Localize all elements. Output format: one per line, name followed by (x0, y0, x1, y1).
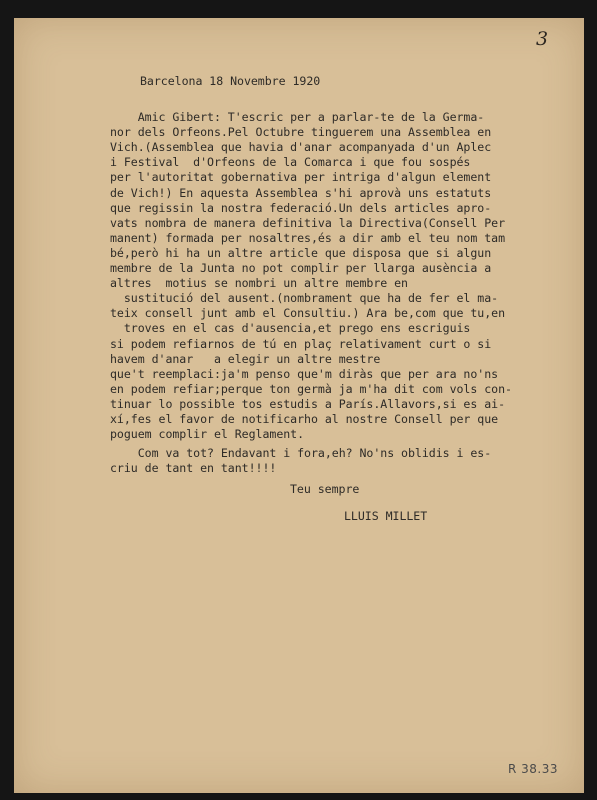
page-number: 3 (536, 28, 549, 50)
letter-closing (110, 446, 572, 476)
signature: LLUIS MILLET (344, 509, 428, 524)
body-line: havem d'anar a elegir un altre mestre (110, 351, 381, 366)
letter-text (110, 74, 572, 525)
letter-body (110, 110, 572, 442)
body-line: Amic Gibert: T'escric per a parlar-te de la Germa- (110, 110, 485, 125)
closing-line: criu de tant en tant!!!! (110, 461, 277, 476)
body-line: que't reemplaci:ja'm penso que'm diràs que per ara no'ns (110, 366, 499, 381)
closing-line: Com va tot? Endavant i fora,eh? No'ns oblidis i es- (110, 446, 492, 461)
body-line: sustitució del ausent.(nombrament que ha de fer el ma- (110, 291, 499, 306)
body-line: de Vich!) En aquesta Assemblea s'hi aprovà uns estatuts (110, 185, 492, 200)
body-line: vats nombra de manera definitiva la Directiva(Consell Per (110, 215, 506, 230)
body-line: en podem refiar;perque ton germà ja m'ha dit com vols con- (110, 381, 512, 396)
body-line: nor dels Orfeons.Pel Octubre tinguerem una Assemblea en (110, 125, 492, 140)
body-line: i Festival d'Orfeons de la Comarca i que fou sospés (110, 155, 471, 170)
body-line: bé,però hi ha un altre article que disposa que si algun (110, 245, 492, 260)
body-line: altres motius se nombri un altre membre en (110, 276, 408, 291)
letter-page (14, 18, 584, 793)
body-line: tinuar lo possible tos estudis a París.Allavors,si es ai- (110, 396, 506, 411)
body-line: que regissin la nostra federació.Un dels articles apro- (110, 200, 492, 215)
letter-date: Barcelona 18 Novembre 1920 (140, 74, 321, 88)
body-line: poguem complir el Reglament. (110, 427, 305, 442)
archive-reference: R 38.33 (508, 762, 559, 776)
body-line: xí,fes el favor de notificarho al nostre Consell per que (110, 411, 499, 426)
body-line: membre de la Junta no pot complir per llarga ausència a (110, 261, 492, 276)
salutation: Teu sempre (290, 482, 360, 497)
body-line: Vich.(Assemblea que havia d'anar acompanyada d'un Aplec (110, 140, 492, 155)
body-line: manent) formada per nosaltres,és a dir amb el teu nom tam (110, 230, 506, 245)
body-line: si podem refiarnos de tú en plaç relativament curt o si (110, 336, 492, 351)
body-line: troves en el cas d'ausencia,et prego ens escriguis (110, 321, 471, 336)
body-line: per l'autoritat gobernativa per intriga d'algun element (110, 170, 492, 185)
body-line: teix consell junt amb el Consultiu.) Ara be,com que tu,en (110, 306, 506, 321)
